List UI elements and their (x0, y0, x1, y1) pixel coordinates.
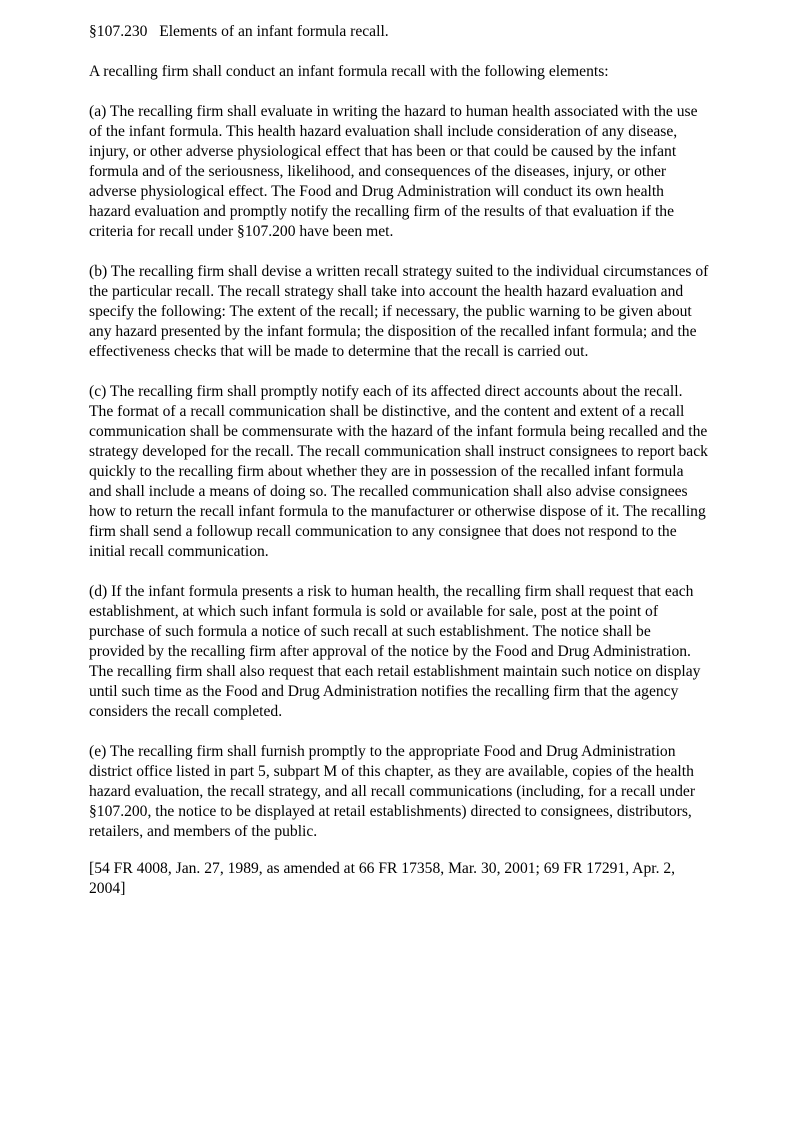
section-number: §107.230 (89, 23, 148, 40)
source-citation: [54 FR 4008, Jan. 27, 1989, as amended at 66 FR 17358, Mar. 30, 2001; 69 FR 17291, Apr. 2, 2004] (89, 860, 676, 897)
paragraph-e: (e) The recalling firm shall furnish promptly to the appropriate Food and Drug Administration district office listed in part 5, subpart M of this chapter, as they are available, copies of the health hazard evaluation, the recall strategy, and all recall communications (including, for a recall under §107.200, the notice to be displayed at retail establishments) directed to consignees, distributors, retailers, and members of the public. (89, 743, 696, 840)
paragraph-c: (c) The recalling firm shall promptly notify each of its affected direct accounts about the recall. The format of a recall communication shall be distinctive, and the content and extent of a recall communication shall be commensurate with the hazard of the infant formula being recalled and the strategy developed for the recall. The recall communication shall instruct consignees to report back quickly to the recalling firm about whether they are in possession of the recalled infant formula and shall include a means of doing so. The recalled communication shall also advise consignees how to return the recall infant formula to the manufacturer or otherwise dispose of it. The recalling firm shall send a followup recall communication to any consignee that does not respond to the initial recall communication. (89, 383, 708, 560)
paragraph-d: (d) If the infant formula presents a risk to human health, the recalling firm shall request that each establishment, at which such infant formula is sold or available for sale, post at the point of purchase of such formula a notice of such recall at such establishment. The notice shall be provided by the recalling firm after approval of the notice by the Food and Drug Administration. The recalling firm shall also request that each retail establishment maintain such notice on display until such time as the Food and Drug Administration notifies the recalling firm that the agency considers the recall completed. (89, 583, 701, 720)
document-page (89, 22, 709, 899)
paragraph-a: (a) The recalling firm shall evaluate in writing the hazard to human health associated with the use of the infant formula. This health hazard evaluation shall include consideration of any disease, injury, or other adverse physiological effect that has been or that could be caused by the infant formula and of the seriousness, likelihood, and consequences of the diseases, injury, or other adverse physiological effect. The Food and Drug Administration will conduct its own health hazard evaluation and promptly notify the recalling firm of the results of that evaluation if the criteria for recall under §107.200 have been met. (89, 103, 698, 240)
section-title: Elements of an infant formula recall. (159, 23, 389, 40)
section-heading (89, 22, 709, 42)
intro-paragraph: A recalling firm shall conduct an infant formula recall with the following elements: (89, 63, 609, 80)
paragraph-b: (b) The recalling firm shall devise a written recall strategy suited to the individual circumstances of the particular recall. The recall strategy shall take into account the health hazard evaluation and specify the following: The extent of the recall; if necessary, the public warning to be given about any hazard presented by the infant formula; the disposition of the recalled infant formula; and the effectiveness checks that will be made to determine that the recall is carried out. (89, 263, 709, 360)
